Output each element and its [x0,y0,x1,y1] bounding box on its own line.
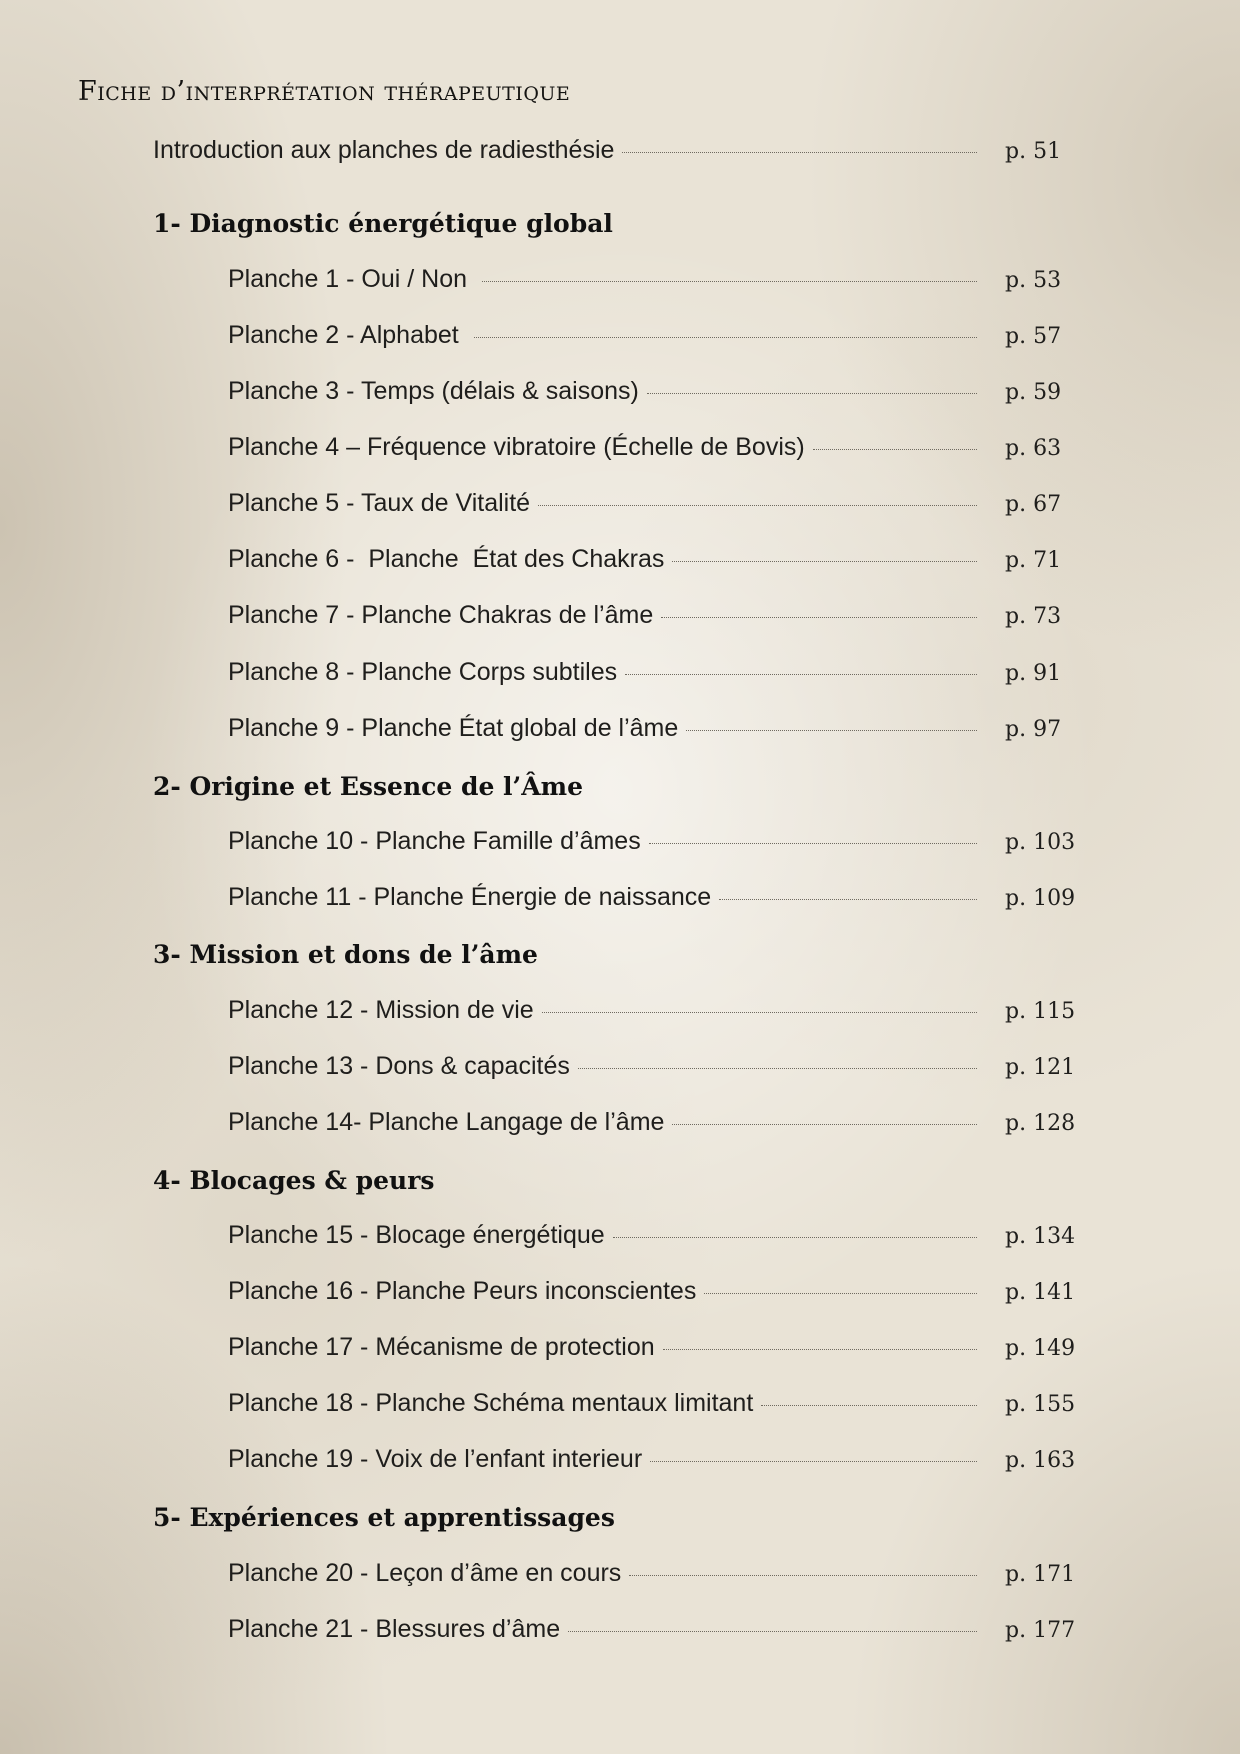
dot-leader [663,1349,977,1350]
toc-entry[interactable] [228,996,1076,1032]
dot-leader [719,899,977,900]
toc-entry-label: Planche 8 - Planche Corps subtiles [228,658,618,686]
toc-entry-label: Planche 1 - Oui / Non [228,265,474,293]
toc-entry-label: Introduction aux planches de radiesthésie [153,136,615,164]
toc-entry-label: Planche 13 - Dons & capacités [228,1052,570,1080]
toc-entry[interactable] [228,883,1076,919]
toc-entry[interactable] [228,265,1063,301]
toc-page-number: p. 71 [1005,548,1062,573]
toc-entry[interactable] [228,658,1063,694]
toc-entry-label: Planche 5 - Taux de Vitalité [228,489,531,517]
dot-leader [538,505,977,506]
toc-entry[interactable] [228,827,1076,863]
toc-page-number: p. 51 [1005,139,1062,164]
toc-page-number: p. 121 [1005,1055,1076,1080]
dot-leader [613,1237,977,1238]
dot-leader [650,1461,977,1462]
toc-entry[interactable] [228,1445,1076,1481]
toc-entry-label: Planche 17 - Mécanisme de protection [228,1333,655,1361]
toc-page-number: p. 53 [1005,268,1062,293]
toc-page-number: p. 163 [1005,1448,1076,1473]
dot-leader [661,617,977,618]
toc-entry-intro[interactable] [153,136,1063,172]
dot-leader [568,1631,977,1632]
dot-leader [647,393,977,394]
dot-leader [686,730,977,731]
toc-page-number: p. 67 [1005,492,1062,517]
toc-entry-label: Planche 11 - Planche Énergie de naissance [228,883,712,911]
toc-entry[interactable] [228,714,1063,750]
toc-page-number: p. 73 [1005,604,1062,629]
section-heading: 4- Blocages & peurs [153,1166,435,1195]
section-heading: 2- Origine et Essence de l’Âme [153,772,584,801]
page-title: Fiche d’interprétation thérapeutique [78,76,571,107]
toc-page-number: p. 149 [1005,1336,1076,1361]
toc-entry[interactable] [228,1277,1076,1313]
toc-entry[interactable] [228,1108,1076,1144]
toc-entry-label: Planche 20 - Leçon d’âme en cours [228,1559,622,1587]
toc-entry-label: Planche 3 - Temps (délais & saisons) [228,377,639,405]
dot-leader [542,1012,977,1013]
toc-entry[interactable] [228,1615,1076,1651]
dot-leader [672,1124,977,1125]
toc-entry[interactable] [228,545,1063,581]
section-heading: 5- Expériences et apprentissages [153,1503,615,1532]
toc-entry-label: Planche 10 - Planche Famille d’âmes [228,827,641,855]
toc-entry-label: Planche 18 - Planche Schéma mentaux limitant [228,1389,754,1417]
dot-leader [578,1068,977,1069]
toc-entry-label: Planche 2 - Alphabet [228,321,466,349]
section-heading: 1- Diagnostic énergétique global [153,209,613,238]
toc-page-number: p. 97 [1005,717,1062,742]
toc-page-number: p. 155 [1005,1392,1076,1417]
dot-leader [482,281,977,282]
dot-leader [622,152,977,153]
toc-page-number: p. 103 [1005,830,1076,855]
toc-entry-label: Planche 21 - Blessures d’âme [228,1615,561,1643]
dot-leader [704,1293,977,1294]
toc-page-number: p. 141 [1005,1280,1076,1305]
toc-entry[interactable] [228,321,1063,357]
toc-entry[interactable] [228,1221,1076,1257]
toc-entry[interactable] [228,489,1063,525]
toc-entry-label: Planche 19 - Voix de l’enfant interieur [228,1445,643,1473]
toc-entry[interactable] [228,433,1063,469]
toc-page-number: p. 134 [1005,1224,1076,1249]
toc-page-number: p. 115 [1005,999,1076,1024]
dot-leader [629,1575,977,1576]
toc-entry-label: Planche 14- Planche Langage de l’âme [228,1108,665,1136]
toc-entry-label: Planche 12 - Mission de vie [228,996,534,1024]
toc-page-number: p. 57 [1005,324,1062,349]
toc-page-number: p. 109 [1005,886,1076,911]
toc-page-number: p. 63 [1005,436,1062,461]
toc-entry[interactable] [228,601,1063,637]
toc-entry-label: Planche 4 – Fréquence vibratoire (Échelle de Bovis) [228,433,805,461]
toc-entry-label: Planche 16 - Planche Peurs inconscientes [228,1277,697,1305]
toc-entry-label: Planche 6 - Planche État des Chakras [228,545,665,573]
toc-entry[interactable] [228,1333,1076,1369]
toc-page-number: p. 177 [1005,1618,1076,1643]
toc-entry-label: Planche 15 - Blocage énergétique [228,1221,605,1249]
toc-page-number: p. 171 [1005,1562,1076,1587]
dot-leader [761,1405,977,1406]
toc-entry[interactable] [228,1389,1076,1425]
toc-page-number: p. 128 [1005,1111,1076,1136]
toc-page-number: p. 91 [1005,661,1062,686]
toc-page-number: p. 59 [1005,380,1062,405]
toc-entry-label: Planche 7 - Planche Chakras de l’âme [228,601,654,629]
dot-leader [813,449,977,450]
section-heading: 3- Mission et dons de l’âme [153,940,538,969]
toc-entry[interactable] [228,377,1063,413]
dot-leader [672,561,977,562]
toc-entry[interactable] [228,1052,1076,1088]
dot-leader [625,674,977,675]
toc-entry[interactable] [228,1559,1076,1595]
toc-entry-label: Planche 9 - Planche État global de l’âme [228,714,679,742]
dot-leader [649,843,977,844]
dot-leader [474,337,977,338]
